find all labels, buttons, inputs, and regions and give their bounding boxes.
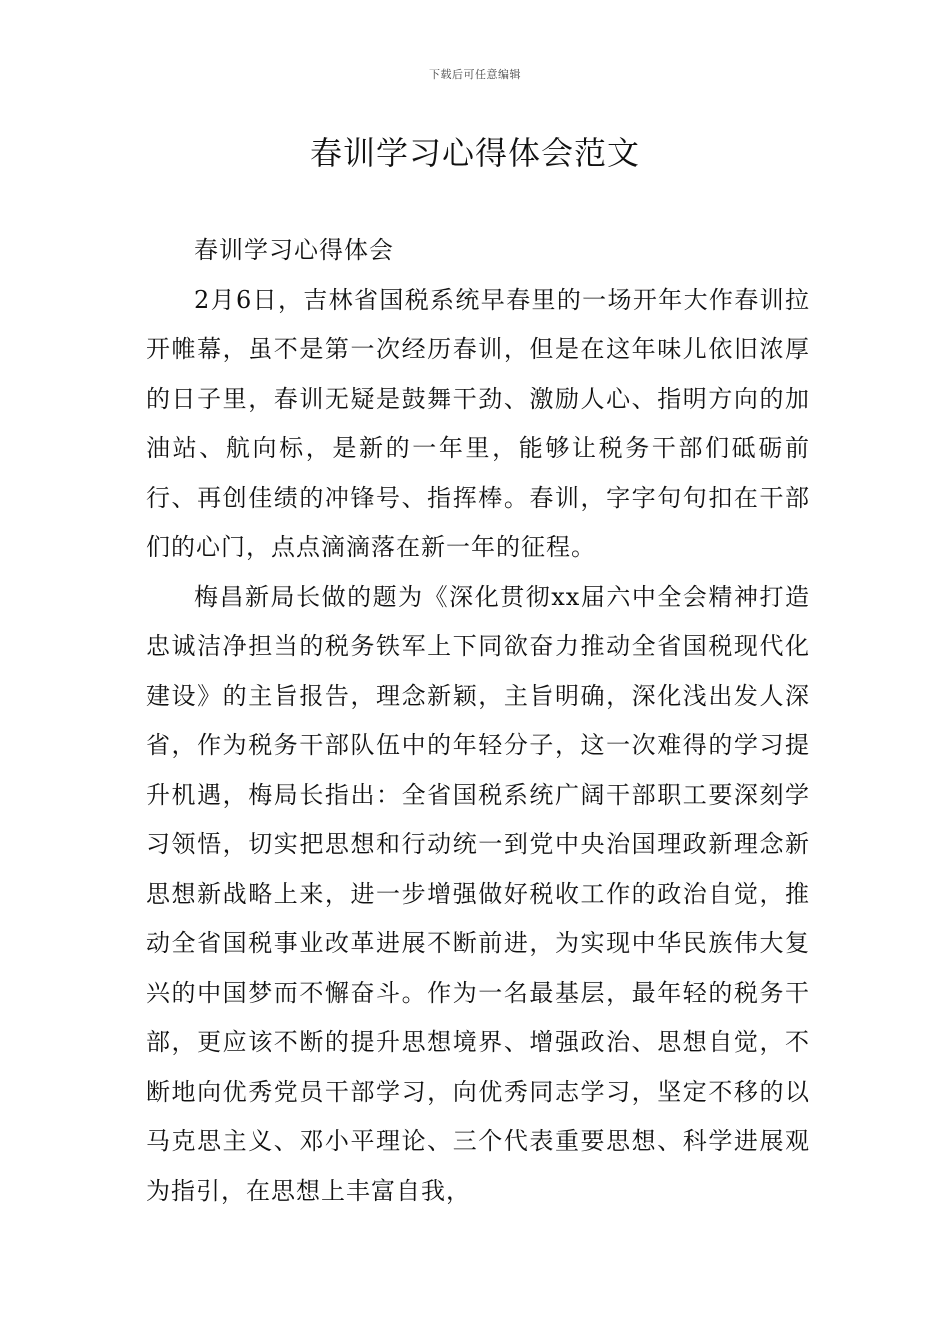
document-body xyxy=(146,226,810,1216)
document-title: 春训学习心得体会范文 xyxy=(309,134,640,172)
header-note: 下载后可任意编辑 xyxy=(429,68,521,81)
paragraph: 2月6日，吉林省国税系统早春里的一场开年大作春训拉开帷幕，虽不是第一次经历春训，但是在这年味儿依旧浓厚的日子里，春训无疑是鼓舞干劲、激励人心、指明方向的加油站、航向标，是新的一年里，能够让税务干部们砥砺前行、再创佳绩的冲锋号、指挥棒。春训，字字句句扣在干部们的心门，点点滴滴落在新一年的征程。 xyxy=(146,285,810,561)
paragraph: 梅昌新局长做的题为《深化贯彻xx届六中全会精神打造忠诚洁净担当的税务铁军上下同欲奋力推动全省国税现代化建设》的主旨报告，理念新颖，主旨明确，深化浅出发人深省，作为税务干部队伍中的年轻分子，这一次难得的学习提升机遇，梅局长指出：全省国税系统广阔干部职工要深刻学习领悟，切实把思想和行动统一到党中央治国理政新理念新思想新战略上来，进一步增强做好税收工作的政治自觉，推动全省国税事业改革进展不断前进，为实现中华民族伟大复兴的中国梦而不懈奋斗。作为一名最基层，最年轻的税务干部，更应该不断的提升思想境界、增强政治、思想自觉，不断地向优秀党员干部学习，向优秀同志学习，坚定不移的以马克思主义、邓小平理论、三个代表重要思想、科学进展观为指引，在思想上丰富自我， xyxy=(146,582,810,1205)
paragraph-subtitle: 春训学习心得体会 xyxy=(194,236,394,264)
